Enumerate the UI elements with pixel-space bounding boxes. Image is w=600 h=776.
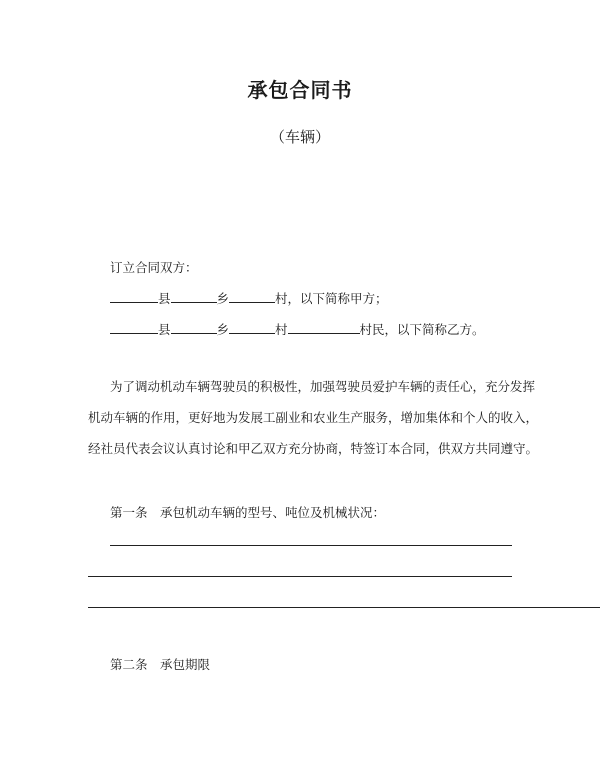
party-a-line: [110, 290, 388, 307]
article-1-heading: 第一条 承包机动车辆的型号、吨位及机械状况：: [110, 505, 386, 520]
preamble-line-1: 为了调动机动车辆驾驶员的积极性，加强驾驶员爱护车辆的责任心，充分发挥: [110, 379, 536, 394]
township-label: 乡: [216, 291, 230, 306]
county-label: 县: [158, 291, 171, 306]
document-title: 承包合同书: [247, 78, 353, 102]
village-blank[interactable]: [229, 290, 275, 303]
county-label: 县: [158, 322, 171, 337]
township-blank[interactable]: [171, 290, 217, 303]
county-blank[interactable]: [110, 321, 158, 334]
township-label: 乡: [216, 322, 230, 337]
article-2-heading: 第二条 承包期限: [110, 657, 211, 672]
township-blank[interactable]: [171, 321, 217, 334]
party-a-suffix: 村，以下简称甲方；: [275, 291, 388, 306]
village-label: 村: [275, 322, 288, 337]
party-b-suffix: 村民，以下简称乙方。: [359, 322, 485, 337]
party-b-line: [110, 321, 485, 338]
fill-in-line-2[interactable]: [88, 576, 512, 577]
parties-intro: 订立合同双方：: [110, 260, 198, 275]
preamble-line-2: 机动车辆的作用，更好地为发展工副业和农业生产服务，增加集体和个人的收入，: [88, 410, 539, 425]
preamble-line-3: 经社员代表会议认真讨论和甲乙双方充分协商，特签订本合同，供双方共同遵守。: [88, 441, 539, 456]
county-blank[interactable]: [110, 290, 158, 303]
fill-in-line-1[interactable]: [110, 545, 512, 546]
village-blank[interactable]: [229, 321, 275, 334]
fill-in-line-3[interactable]: [88, 607, 600, 608]
document-subtitle: （车辆）: [269, 128, 330, 146]
villager-name-blank[interactable]: [288, 321, 360, 334]
